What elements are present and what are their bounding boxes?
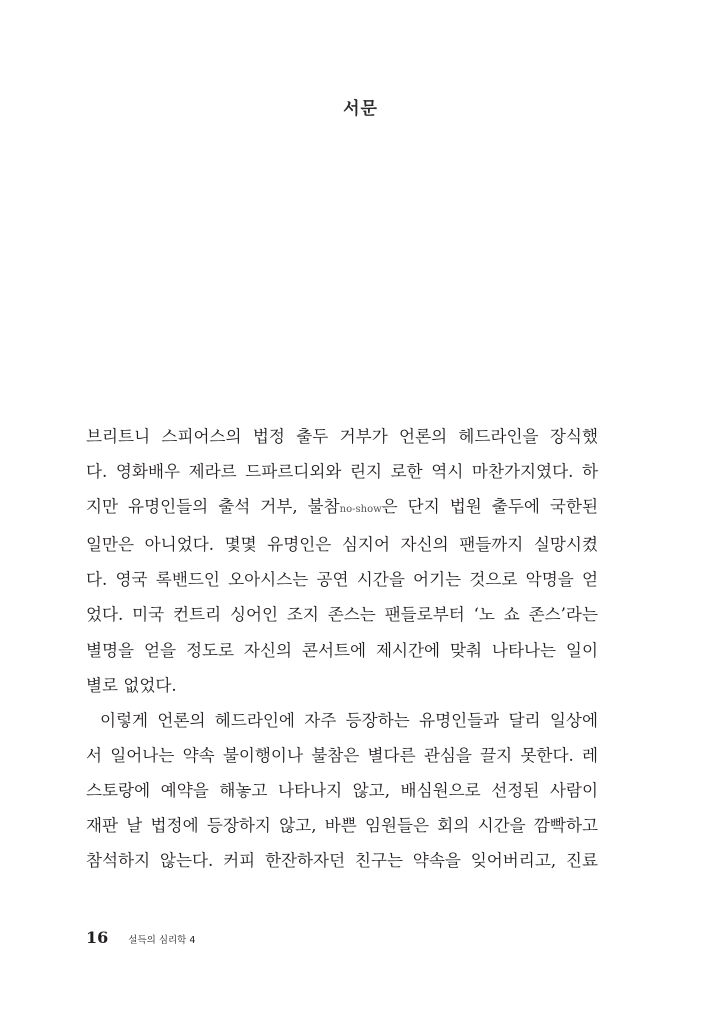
text-line: 별명을 얻을 정도로 자신의 콘서트에 제시간에 맞춰 나타나는 일이: [86, 640, 598, 660]
text-line: 재판 날 법정에 등장하지 않고, 바쁜 임원들은 회의 시간을 깜빡하고: [86, 816, 598, 836]
text-line: 서 일어나는 약속 불이행이나 불참은 별다른 관심을 끌지 못한다. 레: [86, 745, 598, 765]
running-title: 설득의 심리학 4: [128, 935, 196, 946]
text-line: 이렇게 언론의 헤드라인에 자주 등장하는 유명인들과 달리 일상에: [100, 710, 598, 730]
text-line: 참석하지 않는다. 커피 한잔하자던 친구는 약속을 잊어버리고, 진료: [86, 851, 598, 871]
text-segment: 지만 유명인들의 출석 거부, 불참: [86, 497, 340, 517]
page-number: 16: [86, 928, 109, 947]
english-gloss: no-show: [339, 504, 382, 516]
page-footer: [86, 928, 195, 950]
text-segment: 은 단지 법원 출두에 국한된: [381, 497, 598, 517]
text-line: 다. 영화배우 제라르 드파르디외와 린지 로한 역시 마찬가지였다. 하: [86, 462, 598, 482]
text-line: 일만은 아니었다. 몇몇 유명인은 심지어 자신의 팬들까지 실망시켰: [86, 535, 598, 555]
text-line: 었다. 미국 컨트리 싱어인 조지 존스는 팬들로부터 ‘노 쇼 존스’라는: [86, 605, 598, 625]
text-line: 다. 영국 록밴드인 오아시스는 공연 시간을 어기는 것으로 악명을 얻: [86, 570, 598, 590]
body-text: [86, 419, 598, 878]
text-line: 브리트니 스피어스의 법정 출두 거부가 언론의 헤드라인을 장식했: [86, 427, 598, 446]
chapter-heading: 서문: [343, 99, 378, 119]
text-line: 스토랑에 예약을 해놓고 나타나지 않고, 배심원으로 선정된 사람이: [86, 780, 598, 800]
text-line: [86, 489, 598, 527]
text-line: 별로 없었다.: [86, 675, 177, 695]
